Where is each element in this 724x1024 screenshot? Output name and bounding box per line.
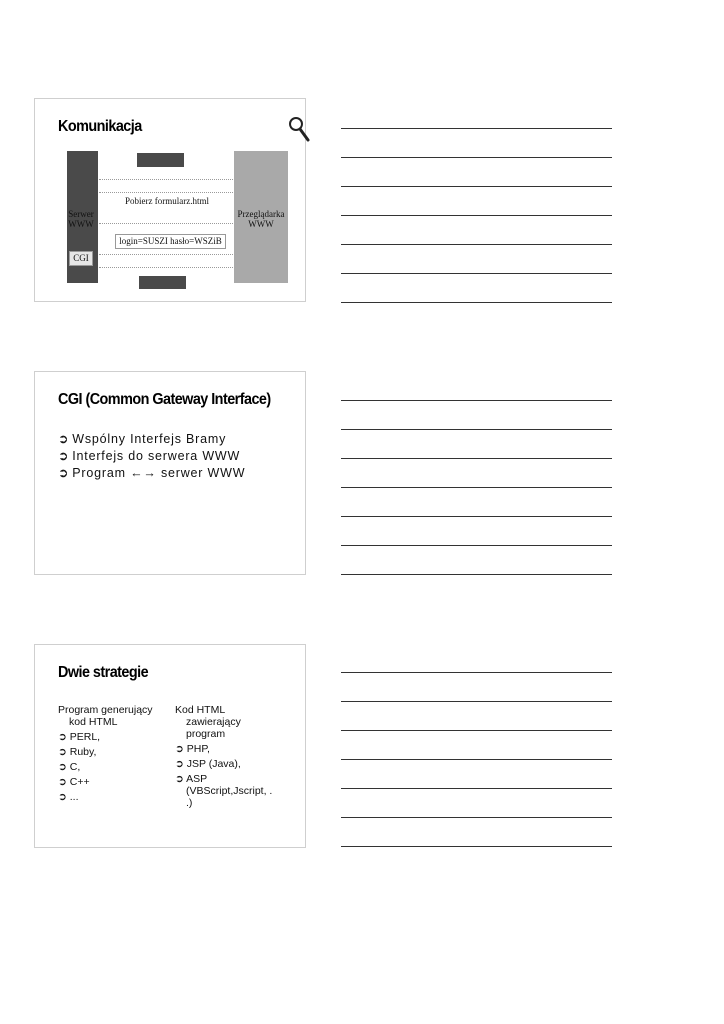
list-item: ➲ Ruby, — [58, 746, 97, 758]
note-line — [341, 302, 612, 303]
note-line — [341, 759, 612, 760]
note-line — [341, 730, 612, 731]
right-column — [175, 704, 300, 809]
note-line — [341, 516, 612, 517]
note-line — [341, 128, 612, 129]
arrow-line — [99, 267, 233, 268]
arrow-bullet-icon: ➲ — [58, 776, 67, 788]
list-item: ➲ ... — [58, 791, 79, 803]
magnifier-icon — [288, 116, 310, 142]
server-label: Serwer WWW — [68, 209, 94, 229]
bottom-block — [139, 276, 186, 289]
note-line — [341, 273, 612, 274]
login-data-box: login=SUSZI hasło=WSZiB — [115, 234, 226, 249]
list-item-continuation: (VBScript,Jscript, . — [186, 785, 273, 797]
arrow-line — [99, 223, 233, 224]
top-block — [137, 153, 184, 167]
note-line — [341, 487, 612, 488]
arrow-bullet-icon: ➲ — [58, 432, 70, 446]
note-line — [341, 215, 612, 216]
arrow-bullet-icon: ➲ — [58, 761, 67, 773]
column-heading: zawierający — [186, 716, 241, 728]
list-item: ➲ JSP (Java), — [175, 758, 241, 770]
browser-label: Przeglądarka WWW — [237, 209, 285, 229]
list-item: ➲ Interfejs do serwera WWW — [58, 449, 241, 463]
arrow-line — [99, 179, 233, 180]
list-item: ➲ C, — [58, 761, 81, 773]
bullet-list — [58, 431, 245, 482]
note-line — [341, 545, 612, 546]
note-line — [341, 701, 612, 702]
note-line — [341, 672, 612, 673]
arrow-bullet-icon: ➲ — [58, 449, 70, 463]
arrow-bullet-icon: ➲ — [58, 791, 67, 803]
note-line — [341, 788, 612, 789]
note-line — [341, 400, 612, 401]
note-line — [341, 429, 612, 430]
arrow-line — [99, 192, 233, 193]
column-heading: kod HTML — [69, 716, 118, 728]
slide-komunikacja — [34, 98, 306, 302]
note-line — [341, 458, 612, 459]
arrow-bullet-icon: ➲ — [58, 731, 67, 743]
arrow-bullet-icon: ➲ — [175, 758, 184, 770]
slide-title: Komunikacja — [58, 118, 142, 135]
slide-title: CGI (Common Gateway Interface) — [58, 391, 271, 408]
note-line — [341, 157, 612, 158]
note-line — [341, 244, 612, 245]
note-line — [341, 186, 612, 187]
column-heading: Program generujący — [58, 704, 153, 716]
arrow-bullet-icon: ➲ — [58, 746, 67, 758]
note-line — [341, 846, 612, 847]
list-item: ➲ PHP, — [175, 743, 210, 755]
note-line — [341, 574, 612, 575]
slide-dwie-strategie — [34, 644, 306, 848]
list-item: ➲ Wspólny Interfejs Bramy — [58, 432, 227, 446]
note-line — [341, 817, 612, 818]
cgi-box: CGI — [69, 251, 93, 266]
list-item-continuation: .) — [186, 797, 193, 809]
column-heading: Kod HTML — [175, 704, 226, 716]
list-item: ➲ C++ — [58, 776, 90, 788]
arrow-bullet-icon: ➲ — [175, 743, 184, 755]
arrow-bullet-icon: ➲ — [58, 466, 70, 480]
slide-title: Dwie strategie — [58, 664, 149, 681]
list-item: ➲ ASP — [175, 773, 208, 785]
list-item: ➲ PERL, — [58, 731, 101, 743]
left-column — [58, 704, 170, 803]
arrow-bullet-icon: ➲ — [175, 773, 184, 785]
arrow-line — [99, 254, 233, 255]
column-heading: program — [186, 728, 226, 740]
slide-cgi — [34, 371, 306, 575]
list-item: ➲ Program ←→ serwer WWW — [58, 466, 246, 480]
request-label: Pobierz formularz.html — [125, 196, 209, 206]
